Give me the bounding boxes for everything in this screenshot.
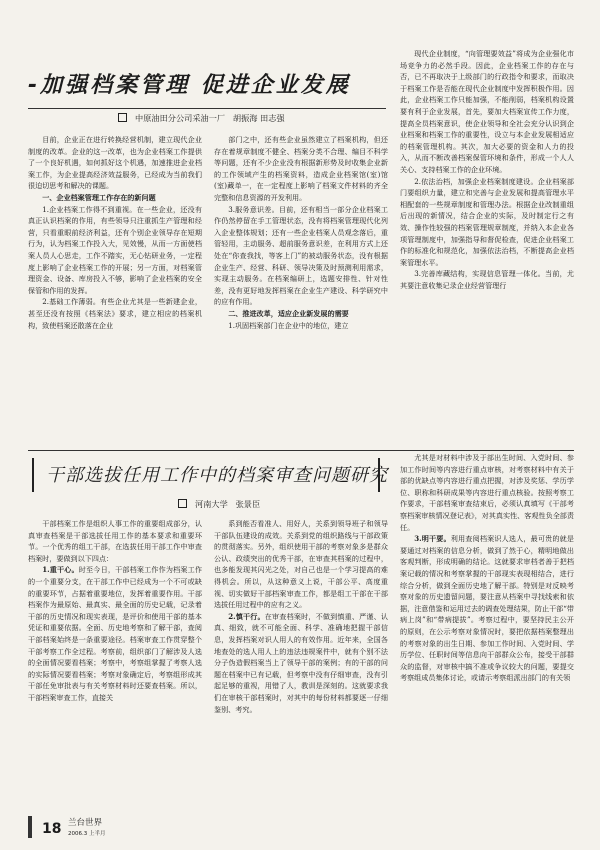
paragraph-text: 目前，企业正在进行转换经营机制，建立现代企业制度的改革。企业的这一改革，也为企业档案工作提供了一个良好机遇，如何抓好这个机遇，加速推进企业档案工作，为企业提高经济效益服务，已经成为当前我们很迫切思考和解决的课题。 (28, 135, 202, 191)
paragraph-text: 部门之中，还有些企业虽然建立了档案机构，但还存在着规章制度不健全、档案分类不合理、编目不科学等问题，还有不少企业没有根据新形势及时收集企业新的工作领域产生的档案资料，造成企业档案馆(室)馆(室)藏单一，在一定程度上影响了档案文件材料的齐全完整和信息资源的开发利用。 (214, 135, 388, 202)
paragraph (28, 518, 202, 564)
section-heading: 一、企业档案管理工作存在的新问题 (42, 192, 156, 202)
article1-authors: 胡振海 田志强 (232, 113, 285, 123)
subheading: 3.明干要。 (414, 534, 451, 544)
paragraph-text: 时至今日，干部档案工作作为档案工作的一个重要分支，在干部工作中已经成为一个不可或缺的重要环节，占据着重要地位，发挥着重要作用。干部档案作为最原始、最真实、最全面的历史记载，记录着干部的历史情况和现实表现，是评价和使用干部的基本凭证和重要依据。全面、历史地考察和了解干部，查阅干部档案始终是一条重要途径。档案审查工作贯穿整个干部考察工作全过程。考察前，组织部门了解涉及人选的全面情况要看档案；考察中，考察组掌握了考察人选的实际情况要看档案；考察对象确定后，考察组形成其干部任免审批表与有关考察材料时还要查档案。所以，干部档案审查工作，直接关 (28, 565, 202, 702)
article1-title-text: 加强档案管理 促进企业发展 (40, 73, 351, 98)
article1-column-3 (400, 48, 574, 446)
paragraph-text: 干部档案工作是组织人事工作的重要组成部分，认真审查档案是干部选拔任用工作的基本要求和重要环节。一个优秀的组工干部，在选拔任用干部工作中审查档案时，要做到以下四点： (28, 519, 202, 563)
paragraph (214, 204, 388, 308)
paragraph-text: 现代企业制度，“向管理要效益”将成为企业强化市场竞争力的必然手段。因此，企业档案工作的存在与否，已不再取决于上级部门的行政指令和要求，而取决于档案工作是否能在现代企业制度中发挥积极作用。因此，企业档案工作只能加强，不能削弱，档案机构设置要有利于企业发展，首先，要加大档案宣传工作力度，提高全员档案意识，使企业领导和全社会充分认识到企业档案和档案工作的重要性，设立与本企业发展相适应的档案管理机构。其次，加大必要的资金和人力的投入，从而不断改善档案保管环境和条件，形成一个人人关心、支持档案工作的企业环境。 (400, 49, 574, 174)
subheading: 2.慎干行。 (228, 611, 265, 621)
paragraph-text: 2.依法治档，加强企业档案制度建设。企业档案部门要组织力量，建立和完善与企业发展和提高管理水平相配套的一些规章制度和管理办法。根据企业改制重组后出现的新情况，结合企业的实际，及时制定行之有效、操作性较强的档案管理规章制度，并纳入本企业各项管理制度中，加强指导和督促检查，促进企业档案工作的标准化和规范化，加强依法治档，不断提高企业档案管理水平。 (400, 176, 574, 267)
section-divider (28, 450, 574, 451)
article2-author: 张景臣 (235, 499, 261, 509)
subheading: 1.重干心。 (42, 565, 79, 575)
square-bullet-icon (118, 113, 127, 122)
article2-title: 干部选拔任用工作中的档案审查问题研究 (46, 465, 388, 486)
paragraph (28, 564, 202, 703)
paragraph (400, 452, 574, 533)
paragraph-text: 1.巩固档案部门在企业中的地位，建立 (228, 320, 349, 330)
paragraph-text: 系到能否看准人、用好人，关系到领导班子和领导干部队伍建设的成效。关系到党的组织路线与干部政策的贯彻落实。另外，组织使用干部的考察对象多是群众公认、政绩突出的优秀干部，在审查其档案的过程中，也多能发现其闪光之处，对自己也是一个学习提高的难得机会。所以，从这种意义上说，干部公平、高度重视、切实做好干部档案审查工作，都是组工干部在干部选拔任用过程中的应有之义。 (214, 519, 388, 610)
article1-org: 中原油田分公司采油一厂 (135, 113, 226, 123)
section-heading: 二、推进改革，适应企业新发展的需要 (228, 308, 349, 318)
article2-column-1 (28, 518, 202, 812)
paragraph-text: 1.企业档案工作得不到重视。在一些企业，还没有真正认识档案的作用，有些领导只注重抓生产管理和经营，只看重眼前经济利益，还有个别企业领导存在短期行为，认为档案工作投入大，见效慢，从而一方面使档案人员人心思走，工作不踏实，无心钻研业务，一定程度上影响了企业档案工作的开展；另一方面，对档案管理资金、设备、库房投入不够，影响了企业档案的安全保管和作用的发挥。 (28, 204, 202, 295)
article2-column-3 (400, 452, 574, 812)
paragraph (28, 296, 202, 331)
magazine-name: 兰台世界 (68, 818, 103, 828)
paragraph-text: 在审查档案时，不做到慎重、严谨、认真、细致，就不可能全面、科学、准确地把握干部信息，发挥档案对识人用人的有效作用。近年来，全国各地查处的选人用人上的违法违规案件中，就有个别不法分子伪造假档案当上了领导干部的案例；有的干部的问题在档案中已有记载，但考察中没有仔细审查，没有引起足够的重视，用错了人，教训是深刻的。这就要求我们在审核干部档案时，对其中的每份材料都要逐一仔细鉴别、考究。 (214, 611, 388, 714)
article1-title (28, 64, 386, 108)
paragraph-text: 2.基础工作薄弱。有些企业尤其是一些新建企业，甚至还没有按照《档案法》要求，建立相应的档案机构，致使档案还散落在企业 (28, 297, 202, 330)
paragraph (214, 134, 388, 204)
article2-column-2 (214, 518, 388, 812)
article2-byline (178, 498, 358, 510)
paragraph (214, 320, 388, 332)
title-dash-icon: - (28, 73, 41, 98)
paragraph (214, 518, 388, 611)
paragraph (400, 176, 574, 269)
article1-top-rule (28, 108, 386, 109)
paragraph-text: 3.服务意识差。目前，还有相当一部分企业档案工作仍然停留在手工管理状态，没有将档案管理现代化列入企业整体规划；还有一些企业档案人员观念落后，重管轻用，主动服务、超前服务意识差，在利用方式上还处在“你查我找，等客上门”的被动服务状态，没有根据企业生产、经营、科研、领导决策及时预测利用需求，实现主动服务。在档案编研上，选题安排性、针对性差，没有更好地发挥档案在企业生产建设、科学研究中的应有作用。 (214, 204, 388, 307)
article2-org: 河南大学 (195, 499, 228, 509)
paragraph-text: 利用查阅档案识人选人，最可贵的就是要通过对档案的信息分析，做到了然于心，精明地做出客观判断，形成明确的结论。这就要求审档者善于把档案记载的情况和考察掌握的干部现实表现相结合，进行综合分析，做到全面历史地了解干部。特别是对反映考察对象的历史遗留问题，要注意从档案中寻找线索和依据，注意借鉴和运用过去的调查处理结果，防止干部“带病上岗”和“带病提拔”。考察过程中，要坚持民主公开的原则，在公示考察对象情况时，要把依据档案整理出的考察对象的出生日期、参加工作时间、入党时间、学历学位、任职时间等信息向干部群众公布，接受干部群众的监督，对审核中搞不准或争议较大的问题，要提交考察组成员集体讨论，或请示考察组派出部门的有关领 (400, 534, 574, 683)
paragraph (214, 611, 388, 715)
issue-date: 2006.3 上半月 (68, 831, 106, 837)
paragraph-text: 3.完善库藏结构，实现信息管理一体化。当前，尤其要注意收集记录企业经营管理行 (400, 269, 574, 290)
paragraph (400, 48, 574, 176)
paragraph (28, 204, 202, 297)
paragraph (28, 134, 202, 192)
paragraph-text: 尤其是对材料中涉及于部出生时间、入党时间、参加工作时间等内容进行重点审核，对考察材料中有关于部的优缺点等内容进行重点把握，对涉及奖惩、学历学位、职称和科研成果等内容进行重点核验。按照考察工作要求，干部档案审查结束后，必须认真填写《干部考察档案审核情况登记表》，对其真实性、客观性负全部责任。 (400, 453, 574, 532)
article1-column-2 (214, 134, 388, 446)
paragraph (400, 533, 574, 684)
square-bullet-icon (178, 499, 187, 508)
page-number: 18 (42, 821, 62, 837)
footer-rule (28, 816, 32, 838)
article1-byline (118, 112, 398, 124)
article1-column-1 (28, 134, 202, 446)
paragraph (400, 268, 574, 291)
